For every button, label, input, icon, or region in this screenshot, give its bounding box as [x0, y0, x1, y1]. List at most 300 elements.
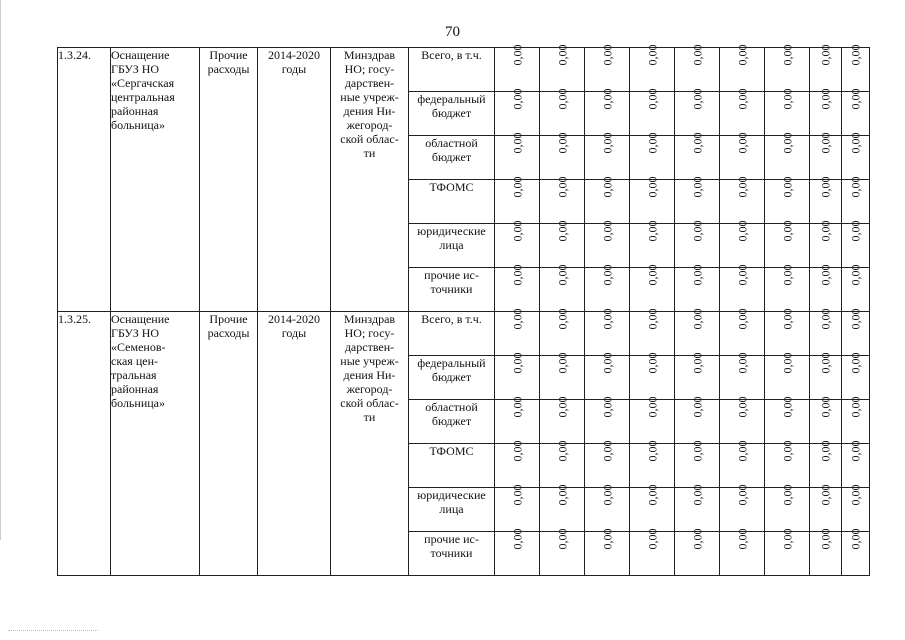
value-cell: [585, 528, 630, 576]
value-cell: [495, 308, 540, 356]
value-cell: [675, 88, 720, 136]
funding-source-line: бюджет: [431, 106, 472, 120]
value-text: 0,00: [818, 308, 833, 330]
executor-line: жегород-: [346, 382, 393, 396]
value-cell: [585, 484, 630, 532]
value-text: 0,00: [780, 352, 794, 374]
table-row: [58, 48, 870, 92]
value-cell: [540, 484, 585, 532]
value-cell: [810, 484, 842, 532]
value-text: 0,00: [555, 220, 569, 242]
value-cell: [495, 44, 540, 92]
value-cell: [842, 176, 870, 224]
value-text: 0,00: [735, 44, 749, 66]
value-cell: [675, 396, 720, 444]
executor-line: дения Ни-: [343, 104, 396, 118]
expense-type-line: Прочие: [209, 312, 248, 326]
value-cell: [540, 220, 585, 268]
value-cell: [842, 396, 870, 444]
value-text: 0,00: [510, 440, 524, 462]
value-text: 0,00: [645, 220, 659, 242]
value-cell: [675, 352, 720, 400]
value-text: 0,00: [735, 528, 749, 550]
funding-source: [409, 136, 495, 180]
executor: [331, 48, 409, 312]
value-cell: [585, 440, 630, 488]
value-text: 0,00: [645, 44, 659, 66]
funding-source: [409, 532, 495, 576]
value-text: 0,00: [735, 264, 749, 286]
value-text: 0,00: [818, 88, 833, 110]
value-cell: [810, 88, 842, 136]
value-cell: [810, 352, 842, 400]
value-cell: [765, 528, 810, 576]
scan-edge: [0, 0, 1, 540]
value-cell: [810, 44, 842, 92]
value-text: 0,00: [600, 44, 614, 66]
value-text: 0,00: [690, 484, 704, 506]
value-cell: [495, 220, 540, 268]
value-text: 0,00: [848, 528, 863, 550]
funding-source-line: лица: [439, 238, 464, 252]
value-cell: [585, 264, 630, 312]
value-text: 0,00: [818, 44, 833, 66]
value-text: 0,00: [780, 132, 794, 154]
value-cell: [765, 44, 810, 92]
value-cell: [630, 440, 675, 488]
value-text: 0,00: [780, 44, 794, 66]
value-text: 0,00: [645, 132, 659, 154]
value-cell: [585, 396, 630, 444]
executor-line: НО; госу-: [344, 326, 395, 340]
value-cell: [630, 308, 675, 356]
value-cell: [540, 88, 585, 136]
row-number: 1.3.25.: [58, 312, 111, 576]
value-cell: [810, 528, 842, 576]
scan-marks: [8, 630, 98, 632]
budget-table: [57, 44, 870, 576]
funding-source-line: юридические: [417, 224, 486, 238]
value-text: 0,00: [600, 352, 614, 374]
value-cell: [675, 528, 720, 576]
executor-line: дарствен-: [344, 76, 395, 90]
value-text: 0,00: [510, 396, 524, 418]
value-cell: [675, 264, 720, 312]
value-text: 0,00: [818, 396, 833, 418]
period-line: годы: [281, 326, 307, 340]
value-text: 0,00: [735, 176, 749, 198]
row-number: 1.3.24.: [58, 48, 111, 312]
value-text: 0,00: [600, 176, 614, 198]
value-cell: [842, 264, 870, 312]
value-cell: [720, 220, 765, 268]
measure-name-line: районная: [111, 382, 159, 396]
value-cell: [765, 484, 810, 532]
executor-line: ти: [363, 146, 376, 160]
value-text: 0,00: [735, 484, 749, 506]
funding-source: [409, 488, 495, 532]
value-text: 0,00: [780, 220, 794, 242]
value-cell: [585, 220, 630, 268]
value-cell: [540, 352, 585, 400]
funding-source-line: прочие ис-: [424, 532, 479, 546]
value-cell: [842, 88, 870, 136]
value-text: 0,00: [735, 308, 749, 330]
value-text: 0,00: [848, 132, 863, 154]
value-cell: [495, 176, 540, 224]
funding-source: [409, 92, 495, 136]
value-text: 0,00: [735, 396, 749, 418]
value-cell: [810, 396, 842, 444]
value-cell: [842, 220, 870, 268]
expense-type-line: расходы: [207, 62, 250, 76]
value-text: 0,00: [848, 220, 863, 242]
executor: [331, 312, 409, 576]
value-cell: [495, 440, 540, 488]
value-text: 0,00: [510, 352, 524, 374]
period: [258, 312, 331, 576]
value-cell: [720, 440, 765, 488]
executor-line: ные учреж-: [340, 354, 399, 368]
value-text: 0,00: [555, 352, 569, 374]
value-text: 0,00: [848, 264, 863, 286]
value-text: 0,00: [600, 220, 614, 242]
value-cell: [540, 396, 585, 444]
value-cell: [720, 396, 765, 444]
value-text: 0,00: [848, 88, 863, 110]
funding-source-line: федеральный: [417, 356, 486, 370]
value-text: 0,00: [555, 176, 569, 198]
value-text: 0,00: [555, 440, 569, 462]
value-text: 0,00: [818, 528, 833, 550]
value-cell: [540, 308, 585, 356]
value-cell: [765, 352, 810, 400]
value-cell: [765, 308, 810, 356]
executor-line: дения Ни-: [343, 368, 396, 382]
value-cell: [842, 528, 870, 576]
value-text: 0,00: [780, 396, 794, 418]
value-text: 0,00: [848, 484, 863, 506]
measure-name-line: районная: [111, 104, 159, 118]
value-text: 0,00: [848, 352, 863, 374]
value-cell: [720, 352, 765, 400]
value-cell: [810, 440, 842, 488]
expense-type: [200, 48, 258, 312]
value-cell: [630, 220, 675, 268]
value-text: 0,00: [510, 264, 524, 286]
value-cell: [842, 308, 870, 356]
funding-source-line: точники: [430, 282, 473, 296]
executor-line: ные учреж-: [340, 90, 399, 104]
value-text: 0,00: [645, 176, 659, 198]
value-text: 0,00: [690, 352, 704, 374]
value-cell: [630, 528, 675, 576]
value-text: 0,00: [510, 132, 524, 154]
executor-line: НО; госу-: [344, 62, 395, 76]
value-cell: [585, 132, 630, 180]
value-cell: [495, 132, 540, 180]
value-text: 0,00: [555, 396, 569, 418]
table-row: [58, 312, 870, 356]
executor-line: Минздрав: [343, 312, 396, 326]
value-cell: [540, 440, 585, 488]
value-cell: [630, 264, 675, 312]
funding-source: [409, 312, 495, 356]
value-cell: [720, 264, 765, 312]
funding-source-line: областной: [425, 400, 478, 414]
value-cell: [765, 176, 810, 224]
value-cell: [765, 264, 810, 312]
funding-source: [409, 444, 495, 488]
value-cell: [675, 308, 720, 356]
page-number: 70: [445, 24, 460, 40]
value-cell: [630, 44, 675, 92]
value-text: 0,00: [780, 176, 794, 198]
measure-name-line: больница»: [111, 396, 165, 410]
value-text: 0,00: [848, 44, 863, 66]
value-text: 0,00: [848, 440, 863, 462]
funding-source-line: лица: [439, 502, 464, 516]
value-text: 0,00: [735, 132, 749, 154]
measure-name-line: «Семенов-: [111, 340, 166, 354]
value-cell: [720, 484, 765, 532]
value-text: 0,00: [555, 88, 569, 110]
value-text: 0,00: [690, 220, 704, 242]
value-text: 0,00: [735, 352, 749, 374]
value-text: 0,00: [600, 484, 614, 506]
value-text: 0,00: [645, 528, 659, 550]
value-cell: [765, 132, 810, 180]
value-text: 0,00: [690, 132, 704, 154]
value-text: 0,00: [600, 88, 614, 110]
value-text: 0,00: [818, 220, 833, 242]
value-text: 0,00: [510, 88, 524, 110]
value-text: 0,00: [600, 396, 614, 418]
funding-source: [409, 356, 495, 400]
value-text: 0,00: [510, 220, 524, 242]
value-text: 0,00: [848, 176, 863, 198]
value-text: 0,00: [735, 440, 749, 462]
value-text: 0,00: [818, 352, 833, 374]
measure-name: [111, 312, 200, 576]
value-cell: [495, 528, 540, 576]
value-cell: [540, 176, 585, 224]
value-cell: [810, 132, 842, 180]
value-cell: [585, 176, 630, 224]
period-line: годы: [281, 62, 307, 76]
value-cell: [810, 176, 842, 224]
value-text: 0,00: [645, 440, 659, 462]
value-text: 0,00: [690, 308, 704, 330]
value-cell: [720, 528, 765, 576]
value-text: 0,00: [690, 44, 704, 66]
value-cell: [540, 264, 585, 312]
value-text: 0,00: [735, 220, 749, 242]
value-text: 0,00: [848, 308, 863, 330]
funding-source-line: ТФОМС: [429, 180, 474, 194]
value-cell: [765, 396, 810, 444]
value-text: 0,00: [818, 132, 833, 154]
measure-name-line: Оснащение: [111, 312, 170, 326]
executor-line: ской облас-: [340, 132, 399, 146]
value-text: 0,00: [780, 264, 794, 286]
funding-source: [409, 268, 495, 312]
value-cell: [842, 44, 870, 92]
value-text: 0,00: [555, 132, 569, 154]
value-text: 0,00: [555, 308, 569, 330]
value-text: 0,00: [600, 308, 614, 330]
funding-source-line: точники: [430, 546, 473, 560]
value-text: 0,00: [645, 308, 659, 330]
funding-source: [409, 224, 495, 268]
value-cell: [630, 396, 675, 444]
value-cell: [720, 88, 765, 136]
value-text: 0,00: [645, 264, 659, 286]
value-cell: [630, 88, 675, 136]
value-cell: [720, 176, 765, 224]
value-cell: [810, 264, 842, 312]
value-text: 0,00: [690, 528, 704, 550]
value-cell: [765, 220, 810, 268]
value-cell: [495, 484, 540, 532]
expense-type: [200, 312, 258, 576]
value-cell: [842, 484, 870, 532]
value-cell: [720, 308, 765, 356]
measure-name-line: больница»: [111, 118, 165, 132]
value-text: 0,00: [690, 440, 704, 462]
value-cell: [495, 88, 540, 136]
funding-source-line: Всего, в т.ч.: [421, 312, 482, 326]
value-cell: [765, 88, 810, 136]
value-cell: [585, 352, 630, 400]
value-text: 0,00: [600, 264, 614, 286]
value-text: 0,00: [555, 528, 569, 550]
value-cell: [675, 440, 720, 488]
value-text: 0,00: [818, 264, 833, 286]
value-cell: [585, 308, 630, 356]
executor-line: жегород-: [346, 118, 393, 132]
value-text: 0,00: [510, 176, 524, 198]
funding-source-line: юридические: [417, 488, 486, 502]
value-cell: [842, 132, 870, 180]
value-cell: [720, 132, 765, 180]
value-text: 0,00: [555, 264, 569, 286]
value-cell: [842, 352, 870, 400]
funding-source-line: бюджет: [431, 370, 472, 384]
value-cell: [495, 352, 540, 400]
value-cell: [540, 44, 585, 92]
measure-name: [111, 48, 200, 312]
measure-name-line: ГБУЗ НО: [111, 326, 160, 340]
value-text: 0,00: [510, 44, 524, 66]
value-text: 0,00: [555, 44, 569, 66]
value-text: 0,00: [645, 352, 659, 374]
funding-source-line: областной: [425, 136, 478, 150]
value-cell: [540, 528, 585, 576]
measure-name-line: ская цен-: [111, 354, 158, 368]
value-text: 0,00: [780, 440, 794, 462]
funding-source-line: Всего, в т.ч.: [421, 48, 482, 62]
value-text: 0,00: [780, 528, 794, 550]
value-cell: [675, 176, 720, 224]
executor-line: ти: [363, 410, 376, 424]
period: [258, 48, 331, 312]
value-text: 0,00: [690, 88, 704, 110]
value-text: 0,00: [600, 440, 614, 462]
value-cell: [675, 44, 720, 92]
value-text: 0,00: [645, 484, 659, 506]
value-text: 0,00: [818, 440, 833, 462]
value-cell: [540, 132, 585, 180]
value-cell: [630, 484, 675, 532]
funding-source-line: прочие ис-: [424, 268, 479, 282]
value-cell: [585, 88, 630, 136]
measure-name-line: центральная: [111, 90, 175, 104]
funding-source: [409, 48, 495, 92]
value-text: 0,00: [690, 396, 704, 418]
funding-source-line: ТФОМС: [429, 444, 474, 458]
expense-type-line: Прочие: [209, 48, 248, 62]
value-cell: [495, 396, 540, 444]
measure-name-line: «Сергачская: [111, 76, 175, 90]
measure-name-line: Оснащение: [111, 48, 170, 62]
value-cell: [810, 220, 842, 268]
value-cell: [810, 308, 842, 356]
value-text: 0,00: [645, 396, 659, 418]
value-text: 0,00: [780, 484, 794, 506]
value-cell: [675, 220, 720, 268]
value-text: 0,00: [510, 308, 524, 330]
value-text: 0,00: [555, 484, 569, 506]
value-text: 0,00: [848, 396, 863, 418]
executor-line: дарствен-: [344, 340, 395, 354]
value-text: 0,00: [510, 528, 524, 550]
funding-source-line: бюджет: [431, 150, 472, 164]
value-cell: [630, 132, 675, 180]
executor-line: ской облас-: [340, 396, 399, 410]
measure-name-line: тральная: [111, 368, 157, 382]
executor-line: Минздрав: [343, 48, 396, 62]
value-text: 0,00: [780, 88, 794, 110]
value-cell: [675, 484, 720, 532]
value-text: 0,00: [645, 88, 659, 110]
value-text: 0,00: [818, 176, 833, 198]
value-text: 0,00: [690, 176, 704, 198]
funding-source-line: федеральный: [417, 92, 486, 106]
period-line: 2014-2020: [268, 48, 320, 62]
value-text: 0,00: [690, 264, 704, 286]
value-text: 0,00: [780, 308, 794, 330]
value-cell: [675, 132, 720, 180]
funding-source: [409, 400, 495, 444]
value-cell: [585, 44, 630, 92]
period-line: 2014-2020: [268, 312, 320, 326]
value-text: 0,00: [600, 528, 614, 550]
value-cell: [630, 352, 675, 400]
expense-type-line: расходы: [207, 326, 250, 340]
value-cell: [842, 440, 870, 488]
value-cell: [720, 44, 765, 92]
value-text: 0,00: [600, 132, 614, 154]
funding-source-line: бюджет: [431, 414, 472, 428]
value-cell: [495, 264, 540, 312]
value-text: 0,00: [735, 88, 749, 110]
value-cell: [765, 440, 810, 488]
value-cell: [630, 176, 675, 224]
measure-name-line: ГБУЗ НО: [111, 62, 160, 76]
funding-source: [409, 180, 495, 224]
value-text: 0,00: [818, 484, 833, 506]
